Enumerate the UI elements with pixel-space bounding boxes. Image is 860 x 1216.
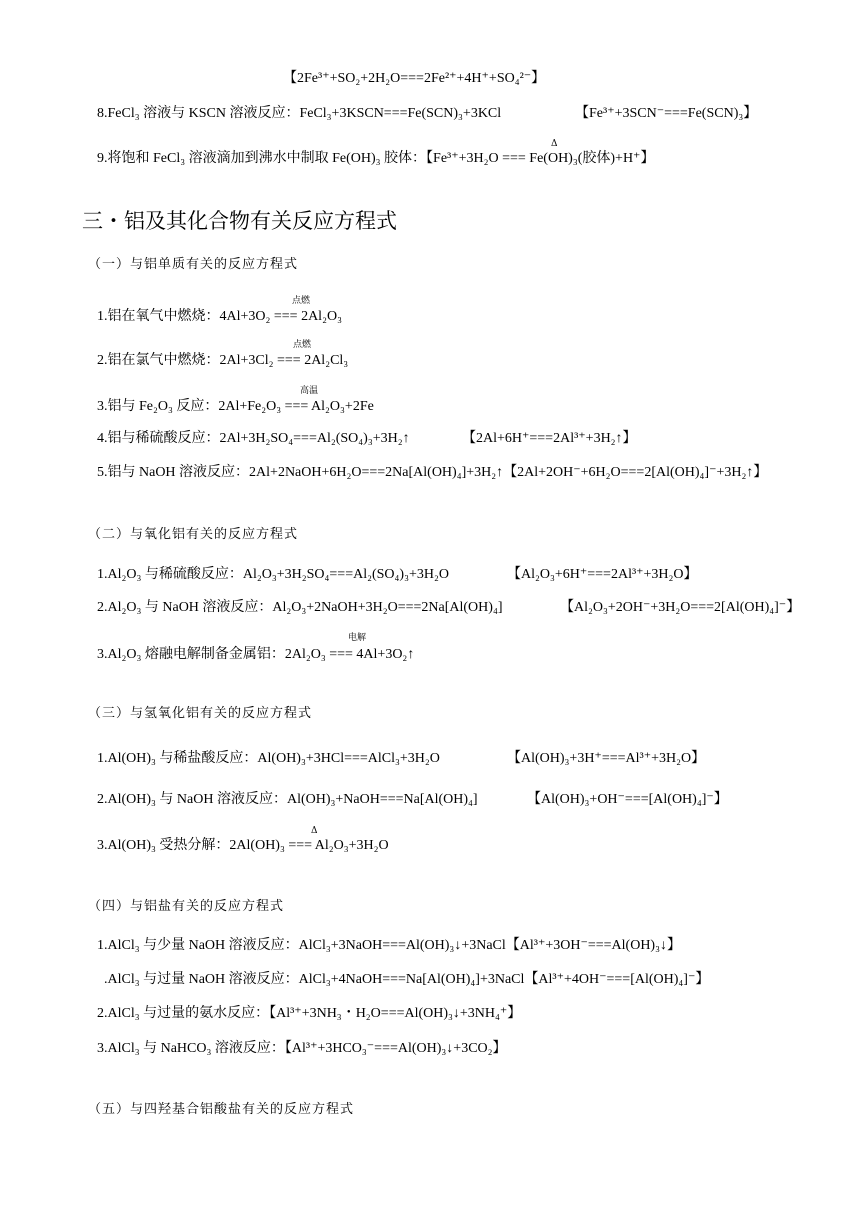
equation-item-ionic: 【2Al+6H⁺===2Al³⁺+3H₂↑】 — [462, 431, 637, 446]
reaction-condition: 高温 — [300, 386, 319, 396]
equation-item: 2.AlCl₃ 与过量的氨水反应：【Al³⁺+3NH₃・H₂O===Al(OH)₃↓+3NH₄⁺】 — [97, 1006, 522, 1021]
reaction-condition: Δ — [551, 139, 558, 149]
equation-item-ionic: 【Al₂O₃+6H⁺===2Al³⁺+3H₂O】 — [507, 567, 698, 582]
reaction-condition: 电解 — [348, 633, 367, 643]
equation-item-ionic: 【Al(OH)₃+OH⁻===[Al(OH)₄]⁻】 — [527, 792, 728, 807]
equation-item: 3.Al(OH)₃ 受热分解：2Al(OH)₃ === Al₂O₃+3H₂O — [97, 838, 389, 853]
equation-line-9: 9.将饱和 FeCl₃ 溶液滴加到沸水中制取 Fe(OH)₃ 胶体：【Fe³⁺+3H₂O === Fe(OH)₃(胶体)+H⁺】 — [97, 151, 655, 166]
equation-item: 2.Al₂O₃ 与 NaOH 溶液反应：Al₂O₃+2NaOH+3H₂O===2Na[Al(OH)₄] — [97, 600, 503, 615]
subsection-title-4: （四）与铝盐有关的反应方程式 — [88, 899, 285, 914]
equation-item: 1.Al(OH)₃ 与稀盐酸反应：Al(OH)₃+3HCl===AlCl₃+3H₂O — [97, 751, 440, 766]
subsection-title-3: （三）与氢氧化铝有关的反应方程式 — [88, 706, 313, 721]
equation-line-7-ionic: 【2Fe³⁺+SO₂+2H₂O===2Fe²⁺+4H⁺+SO₄²⁻】 — [283, 71, 546, 86]
equation-item: 5.铝与 NaOH 溶液反应：2Al+2NaOH+6H₂O===2Na[Al(OH)₄]+3H₂↑【2Al+2OH⁻+6H₂O===2[Al(OH)₄]⁻+3H₂↑】 — [97, 465, 768, 480]
reaction-condition: 点燃 — [292, 296, 311, 306]
equation-item-ionic: 【Al₂O₃+2OH⁻+3H₂O===2[Al(OH)₄]⁻】 — [560, 600, 801, 615]
equation-item: 2.Al(OH)₃ 与 NaOH 溶液反应：Al(OH)₃+NaOH===Na[Al(OH)₄] — [97, 792, 478, 807]
equation-item: 4.铝与稀硫酸反应：2Al+3H₂SO₄===Al₂(SO₄)₃+3H₂↑ — [97, 431, 410, 446]
equation-item: 3.Al₂O₃ 熔融电解制备金属铝：2Al₂O₃ === 4Al+3O₂↑ — [97, 647, 415, 662]
equation-item: 1.铝在氧气中燃烧：4Al+3O₂ === 2Al₂O₃ — [97, 309, 342, 324]
equation-line-8: 8.FeCl₃ 溶液与 KSCN 溶液反应：FeCl₃+3KSCN===Fe(SCN)₃+3KCl — [97, 106, 502, 121]
equation-item: 1.Al₂O₃ 与稀硫酸反应：Al₂O₃+3H₂SO₄===Al₂(SO₄)₃+3H₂O — [97, 567, 449, 582]
reaction-condition: Δ — [311, 826, 318, 836]
equation-item-ionic: 【Al(OH)₃+3H⁺===Al³⁺+3H₂O】 — [507, 751, 706, 766]
subsection-title-2: （二）与氧化铝有关的反应方程式 — [88, 527, 299, 542]
equation-item: 3.铝与 Fe₂O₃ 反应：2Al+Fe₂O₃ === Al₂O₃+2Fe — [97, 399, 374, 414]
subsection-title-1: （一）与铝单质有关的反应方程式 — [88, 257, 299, 272]
equation-line-8-ionic: 【Fe³⁺+3SCN⁻===Fe(SCN)₃】 — [575, 106, 758, 121]
equation-item: 2.铝在氯气中燃烧：2Al+3Cl₂ === 2Al₂Cl₃ — [97, 353, 349, 368]
section-title: 三・铝及其化合物有关反应方程式 — [82, 209, 397, 233]
equation-item: 1.AlCl₃ 与少量 NaOH 溶液反应：AlCl₃+3NaOH===Al(OH)₃↓+3NaCl【Al³⁺+3OH⁻===Al(OH)₃↓】 — [97, 938, 681, 953]
equation-item: .AlCl₃ 与过量 NaOH 溶液反应：AlCl₃+4NaOH===Na[Al(OH)₄]+3NaCl【Al³⁺+4OH⁻===[Al(OH)₄]⁻】 — [104, 972, 710, 987]
subsection-title-5: （五）与四羟基合铝酸盐有关的反应方程式 — [88, 1102, 355, 1117]
reaction-condition: 点燃 — [293, 340, 312, 350]
equation-item: 3.AlCl₃ 与 NaHCO₃ 溶液反应：【Al³⁺+3HCO₃⁻===Al(OH)₃↓+3CO₂】 — [97, 1041, 507, 1056]
